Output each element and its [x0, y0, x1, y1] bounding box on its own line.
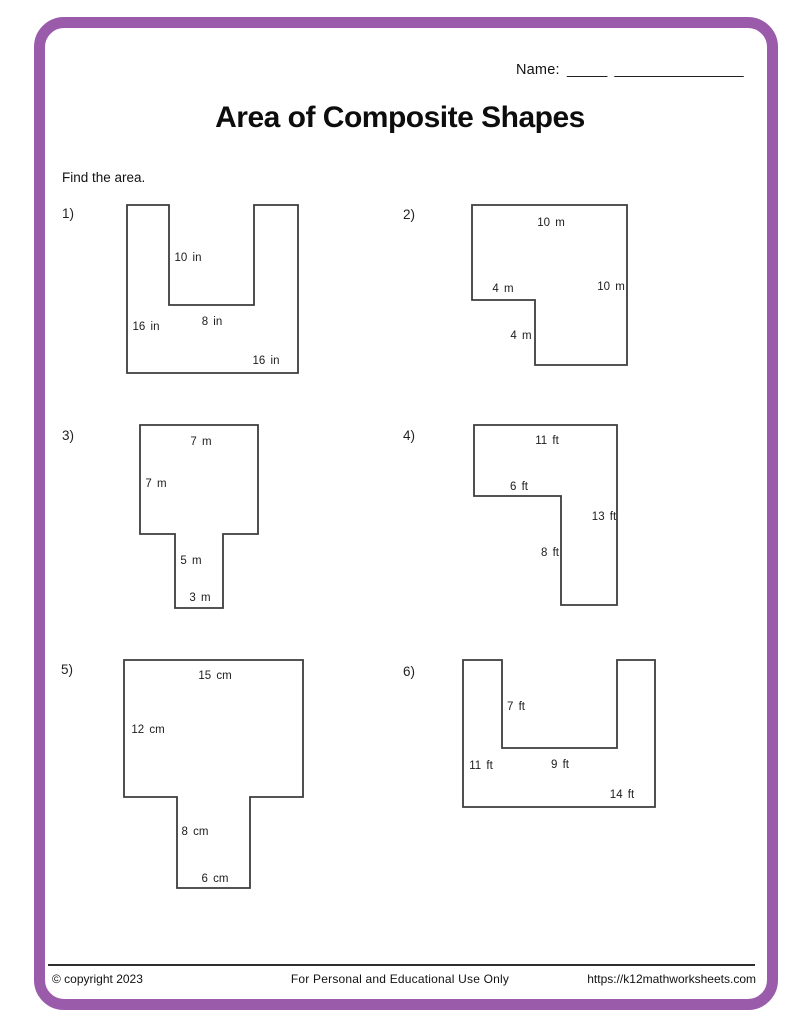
dimension-label: 6 ft — [510, 481, 528, 493]
name-label: Name: — [516, 62, 560, 78]
footer-divider — [48, 964, 755, 966]
composite-shape-outline — [463, 660, 655, 807]
dimension-label: 16 in — [132, 321, 160, 333]
problem-6-number: 6) — [403, 664, 416, 679]
dimension-label: 3 m — [189, 592, 211, 604]
problem-3-shape — [139, 424, 259, 609]
dimension-label: 10 in — [174, 252, 202, 264]
problem-6-shape — [462, 659, 656, 808]
problem-1-number: 1) — [62, 206, 75, 221]
dimension-label: 11 ft — [469, 760, 493, 772]
problem-5-number: 5) — [61, 662, 74, 677]
footer-copyright: © copyright 2023 — [52, 972, 143, 986]
problem-4-shape — [473, 424, 618, 606]
name-blank-line-short: _____ — [566, 62, 608, 78]
dimension-label: 16 in — [252, 355, 280, 367]
dimension-label: 12 cm — [131, 724, 165, 736]
dimension-label: 4 m — [510, 330, 532, 342]
dimension-label: 8 cm — [181, 826, 209, 838]
problem-2-shape — [471, 204, 628, 366]
name-field — [516, 62, 744, 78]
footer-website-url: https://k12mathworksheets.com — [587, 972, 756, 986]
dimension-label: 15 cm — [198, 670, 232, 682]
name-blank-line-long: ________________ — [614, 62, 744, 78]
problem-1-shape — [126, 204, 299, 374]
dimension-label: 6 cm — [201, 873, 229, 885]
composite-shape-outline — [124, 660, 303, 888]
dimension-label: 5 m — [180, 555, 202, 567]
composite-shape-outline — [140, 425, 258, 608]
dimension-label: 7 ft — [507, 701, 525, 713]
problem-5-shape — [123, 659, 304, 889]
instruction-text: Find the area. — [62, 170, 146, 185]
problem-3-number: 3) — [62, 428, 75, 443]
dimension-label: 10 m — [597, 281, 625, 293]
problem-4-number: 4) — [403, 428, 416, 443]
dimension-label: 11 ft — [535, 435, 559, 447]
dimension-label: 4 m — [492, 283, 514, 295]
dimension-label: 10 m — [537, 217, 565, 229]
dimension-label: 7 m — [145, 478, 167, 490]
dimension-label: 13 ft — [591, 511, 617, 523]
page-title: Area of Composite Shapes — [215, 101, 585, 134]
dimension-label: 8 in — [201, 316, 223, 328]
problem-2-number: 2) — [403, 207, 416, 222]
dimension-label: 7 m — [190, 436, 212, 448]
dimension-label: 9 ft — [551, 759, 569, 771]
composite-shape-outline — [127, 205, 298, 373]
footer-usage-note: For Personal and Educational Use Only — [290, 972, 510, 986]
dimension-label: 14 ft — [609, 789, 635, 801]
dimension-label: 8 ft — [541, 547, 559, 559]
